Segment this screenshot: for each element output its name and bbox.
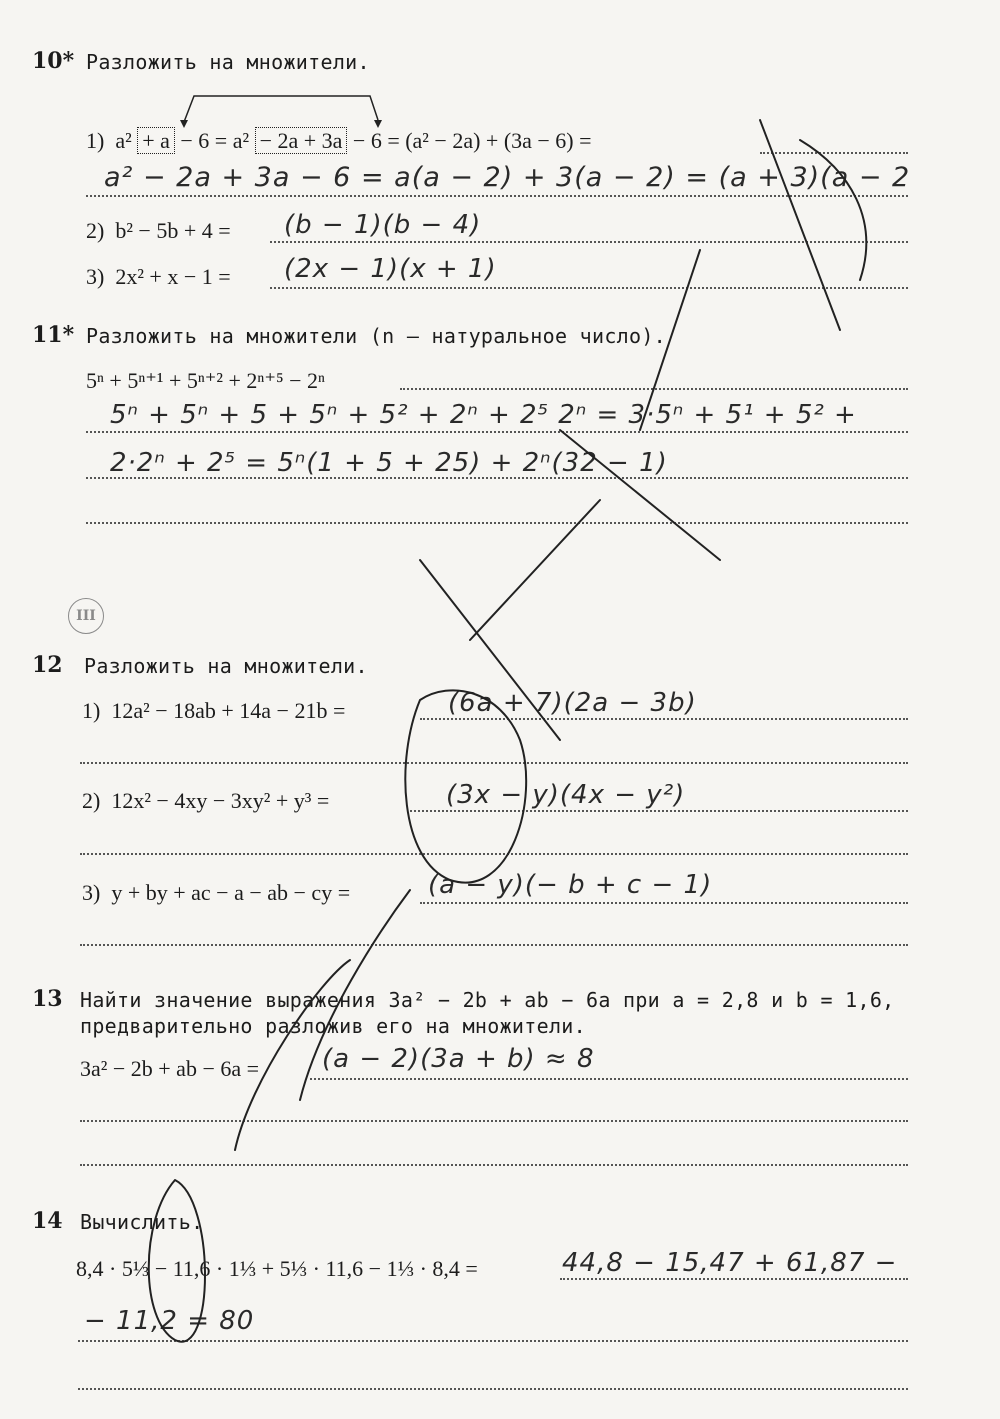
task-13-title-line-2: предварительно разложив его на множители. xyxy=(80,1014,586,1038)
handwritten-answer-14-line-2: − 11,2 = 80 xyxy=(84,1306,255,1336)
answer-line xyxy=(78,1340,908,1342)
answer-line xyxy=(86,431,908,433)
answer-line xyxy=(400,388,908,390)
task-12-item-2 xyxy=(82,788,329,814)
expression: b² − 5b + 4 = xyxy=(115,218,231,243)
item-label: 2) xyxy=(86,218,105,243)
handwritten-answer-12-2: (3x − y)(4x − y²) xyxy=(446,780,686,810)
answer-line xyxy=(80,762,908,764)
item-label: 3) xyxy=(82,880,101,905)
task-10-number: 10* xyxy=(32,48,75,74)
task-10-item-2 xyxy=(86,218,231,244)
answer-line xyxy=(86,477,908,479)
task-11-number: 11* xyxy=(32,322,75,348)
answer-line xyxy=(410,810,908,812)
handwritten-answer-11-line-1: 5ⁿ + 5ⁿ + 5 + 5ⁿ + 5² + 2ⁿ + 2⁵ 2ⁿ = 3·5ⁿ + 5¹ + 5² + xyxy=(110,400,857,430)
item-label: 3) xyxy=(86,264,105,289)
task-12-item-3 xyxy=(82,880,350,906)
answer-line xyxy=(270,241,908,243)
item-label: 2) xyxy=(82,788,101,813)
answer-line xyxy=(80,853,908,855)
item-label: 1) xyxy=(82,698,101,723)
answer-line xyxy=(420,902,908,904)
answer-line xyxy=(80,1164,908,1166)
task-14-number: 14 xyxy=(32,1208,63,1234)
expression: y + by + ac − a − ab − cy = xyxy=(111,880,351,905)
task-11-expression: 5ⁿ + 5ⁿ⁺¹ + 5ⁿ⁺² + 2ⁿ⁺⁵ − 2ⁿ xyxy=(86,368,325,393)
handwritten-answer-12-1: (6a + 7)(2a − 3b) xyxy=(448,688,697,718)
expression: 12x² − 4xy − 3xy² + y³ = xyxy=(111,788,330,813)
answer-line xyxy=(80,1120,908,1122)
boxed-term-1: + a xyxy=(137,127,175,154)
handwritten-answer-10-1: a² − 2a + 3a − 6 = a(a − 2) + 3(a − 2) = (a + 3)(a − 2 xyxy=(104,162,911,193)
answer-line xyxy=(270,287,908,289)
answer-line xyxy=(78,1388,908,1390)
handwritten-answer-11-line-2: 2·2ⁿ + 2⁵ = 5ⁿ(1 + 5 + 25) + 2ⁿ(32 − 1) xyxy=(110,448,668,478)
handwritten-answer-12-3: (a − y)(− b + c − 1) xyxy=(428,870,713,900)
expression-mid: − 6 = a² xyxy=(174,128,255,153)
task-12-item-1 xyxy=(82,698,345,724)
answer-line xyxy=(420,718,908,720)
expression: 12a² − 18ab + 14a − 21b = xyxy=(111,698,346,723)
level-three-marker: III xyxy=(68,598,104,634)
task-10-item-1 xyxy=(86,128,592,154)
handwritten-answer-10-3: (2x − 1)(x + 1) xyxy=(284,254,497,284)
handwritten-answer-10-2: (b − 1)(b − 4) xyxy=(284,210,482,240)
handwritten-answer-13: (a − 2)(3a + b) ≈ 8 xyxy=(322,1044,595,1074)
answer-line xyxy=(560,1278,908,1280)
answer-line xyxy=(86,522,908,524)
expression-end: − 6 = (a² − 2a) + (3a − 6) = xyxy=(347,128,592,153)
expression-start: a² xyxy=(115,128,138,153)
boxed-term-2: − 2a + 3a xyxy=(255,127,348,154)
task-13-title-line-1: Найти значение выражения 3a² − 2b + ab − 6a при a = 2,8 и b = 1,6, xyxy=(80,988,895,1012)
answer-line xyxy=(80,944,908,946)
answer-line xyxy=(86,195,908,197)
task-12-title: Разложить на множители. xyxy=(84,654,368,678)
answer-line xyxy=(310,1078,908,1080)
task-10-title: Разложить на множители. xyxy=(86,50,370,74)
task-14-title: Вычислить. xyxy=(80,1210,204,1234)
handwritten-answer-14-line-1: 44,8 − 15,47 + 61,87 − xyxy=(562,1248,898,1278)
expression: 2x² + x − 1 = xyxy=(115,264,231,289)
task-13-number: 13 xyxy=(32,986,63,1012)
task-14-expression: 8,4 · 5⅓ − 11,6 · 1⅓ + 5⅓ · 11,6 − 1⅓ · 8,4 = xyxy=(76,1256,478,1281)
task-10-item-3 xyxy=(86,264,231,290)
item-label: 1) xyxy=(86,128,105,153)
task-13-expression: 3a² − 2b + ab − 6a = xyxy=(80,1056,260,1081)
task-11-title: Разложить на множители (n — натуральное число). xyxy=(86,324,667,348)
task-12-number: 12 xyxy=(32,652,63,678)
answer-line xyxy=(760,152,908,154)
